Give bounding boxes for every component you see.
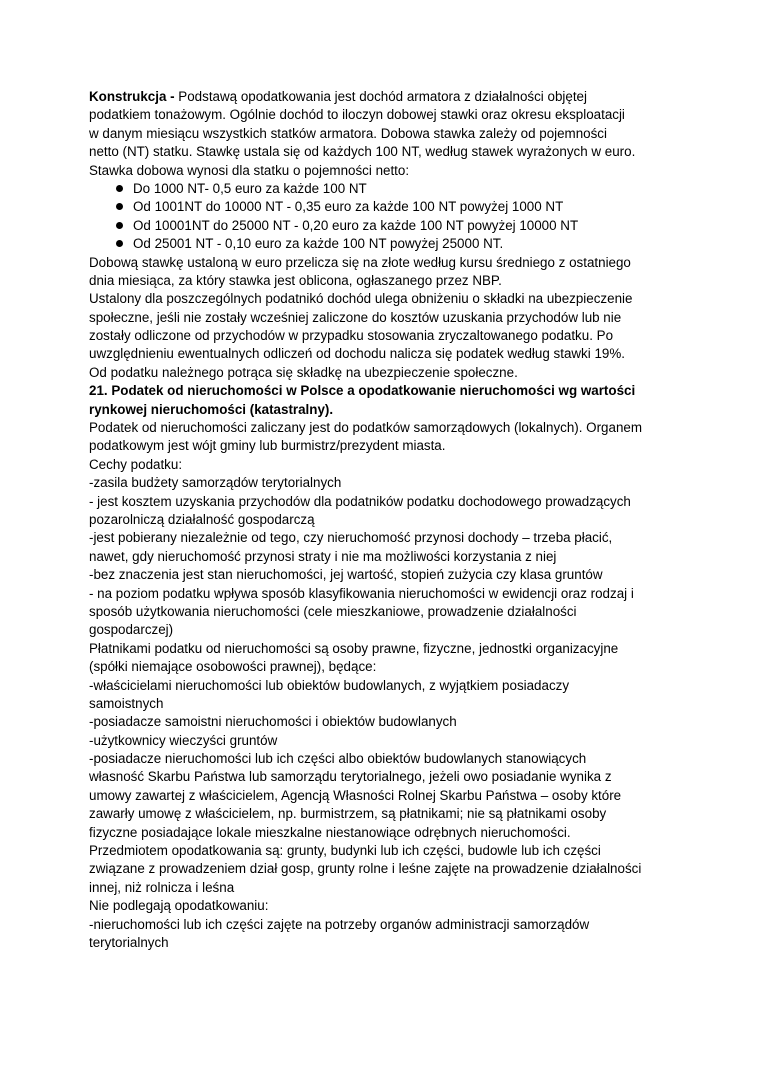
text-line: - jest kosztem uzyskania przychodów dla podatników podatku dochodowego prowadzących [89,493,631,509]
text-line: netto (NT) statku. Stawkę ustala się od każdych 100 NT, według stawek wyrażonych w euro. [89,144,636,160]
text-line: -użytkownicy wieczyści gruntów [89,732,278,748]
konstrukcja-line-1 [89,88,689,106]
text-line: zostały odliczone od przychodów w przypadku stosowania zryczaltowanego podatku. Po [89,328,614,344]
bullet-text: Do 1000 NT- 0,5 euro za każde 100 NT [133,180,367,196]
bullet-text: Od 25001 NT - 0,10 euro za każde 100 NT powyżej 25000 NT. [133,236,504,252]
bullet-dot-icon [116,185,123,192]
text-line: własność Skarbu Państwa lub samorządu terytorialnego, jeżeli owo posiadanie wynika z [89,769,612,785]
text-line: sposób użytkowania nieruchomości (cele mieszkaniowe, prowadzenie działalności [89,603,577,619]
text-line: -nieruchomości lub ich części zajęte na potrzeby organów administracji samorządów [89,916,590,932]
text-line: -jest pobierany niezależnie od tego, czy nieruchomość przynosi dochody – trzeba płacić, [89,530,613,546]
text-line: Od podatku należnego potrąca się składkę na ubezpieczenie społeczne. [89,364,518,380]
text-line: -zasila budżety samorządów terytorialnych [89,475,342,491]
text-line: podatkiem tonażowym. Ogólnie dochód to iloczyn dobowej stawki oraz okresu eksploatacji [89,107,625,123]
text-line: Podatek od nieruchomości zaliczany jest do podatków samorządowych (lokalnych). Organem [89,420,643,436]
text-line: -właścicielami nieruchomości lub obiektów budowlanych, z wyjątkiem posiadaczy [89,677,570,693]
text-line: -posiadacze samoistni nieruchomości i obiektów budowlanych [89,714,457,730]
text-line: związane z prowadzeniem dział gosp, grunty rolne i leśne zajęte na prowadzenie działalności [89,861,642,877]
text-line: terytorialnych [89,934,169,950]
bullet-item [89,180,689,198]
text-line: Podstawą opodatkowania jest dochód armatora z działalności objętej [178,89,587,104]
text-line: Dobową stawkę ustaloną w euro przelicza się na złote według kursu średniego z ostatniego [89,254,631,270]
bullet-item [89,198,689,216]
bullet-item [89,235,689,253]
konstrukcja-heading: Konstrukcja - [89,89,179,104]
text-line: pozarolniczą działalność gospodarczą [89,511,315,527]
bullet-dot-icon [116,222,123,229]
text-line: Przedmiotem opodatkowania są: grunty, budynki lub ich części, budowle lub ich części [89,843,601,859]
text-line: umowy zawartej z właścicielem, Agencją Własności Rolnej Skarbu Państwa – osoby które [89,787,622,803]
text-line: Ustalony dla poszczególnych podatnikó dochód ulega obniżeniu o składki na ubezpieczenie [89,291,633,307]
text-line: innej, niż rolnicza i leśna [89,879,235,895]
text-line: Cechy podatku: [89,456,183,472]
text-line: - na poziom podatku wpływa sposób klasyfikowania nieruchomości w ewidencji oraz rodzaj i [89,585,634,601]
text-line: (spółki niemające osobowości prawnej), będące: [89,659,377,675]
text-line: -posiadacze nieruchomości lub ich części albo obiektów budowlanych stanowiących [89,751,587,767]
text-line: nawet, gdy nieruchomość przynosi straty i nie ma możliwości korzystania z niej [89,548,557,564]
text-line: Nie podlegają opodatkowaniu: [89,898,269,914]
text-line: -bez znaczenia jest stan nieruchomości, jej wartość, stopień zużycia czy klasa gruntów [89,567,603,583]
section-heading: rynkowej nieruchomości (katastralny). [89,401,334,417]
text-line: gospodarczej) [89,622,174,638]
text-line: dnia miesiąca, za który stawka jest oblicona, ogłaszanego przez NBP. [89,272,502,288]
document-page [89,88,689,952]
text-line: podatkowym jest wójt gminy lub burmistrz/prezydent miasta. [89,438,446,454]
text-line: w danym miesiącu wszystkich statków armatora. Dobowa stawka zależy od pojemności [89,125,607,141]
bullet-text: Od 10001NT do 25000 NT - 0,20 euro za każde 100 NT powyżej 10000 NT [133,217,579,233]
text-line: Płatnikami podatku od nieruchomości są osoby prawne, fizyczne, jednostki organizacyjne [89,640,619,656]
bullet-dot-icon [116,240,123,247]
text-line: uwzględnieniu ewentualnych odliczeń od dochodu nalicza się podatek według stawki 19%. [89,346,625,362]
section-heading: 21. Podatek od nieruchomości w Polsce a opodatkowanie nieruchomości wg wartości [89,383,636,399]
text-line: społeczne, jeśli nie zostały wcześniej zaliczone do kosztów uzuskania przychodów lub nie [89,309,622,325]
text-line: fizyczne posiadające lokale mieszkalne niestanowiące odrębnych nieruchomości. [89,824,571,840]
text-line: zawarły umowę z właścicielem, np. burmistrzem, są płatnikami; nie są płatnikami osoby [89,806,607,822]
bullet-text: Od 1001NT do 10000 NT - 0,35 euro za każde 100 NT powyżej 1000 NT [133,199,564,215]
text-line: samoistnych [89,695,164,711]
text-line: Stawka dobowa wynosi dla statku o pojemności netto: [89,162,410,178]
bullet-dot-icon [116,203,123,210]
bullet-item [89,217,689,235]
